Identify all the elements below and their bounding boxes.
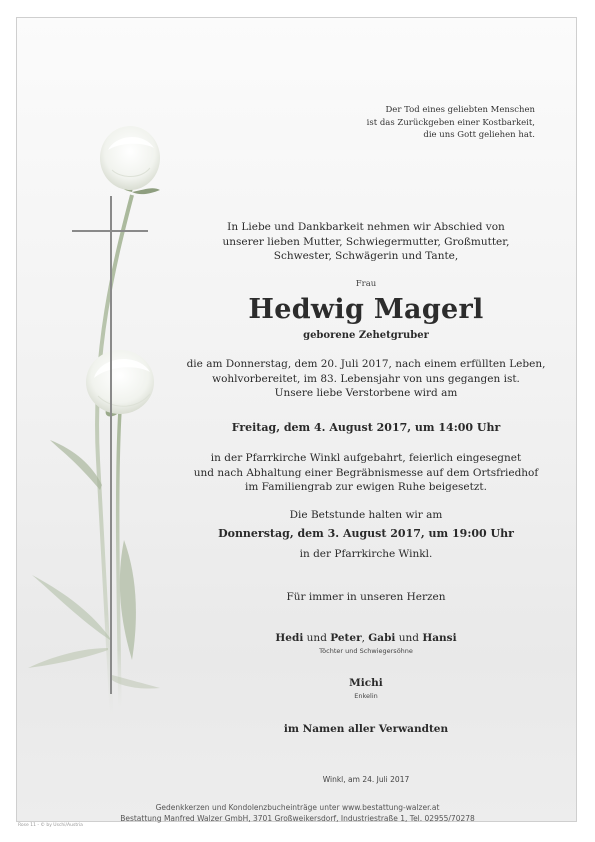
motto-line: die uns Gott geliehen hat.: [423, 130, 535, 140]
grandchild-role: Enkelin: [354, 691, 378, 700]
mourner-connector: und: [395, 632, 423, 644]
funeral-intro: Unsere liebe Verstorbene wird am: [274, 387, 458, 399]
motto-quote: [305, 104, 535, 142]
funeral-line: in der Pfarrkirche Winkl aufgebahrt, feierlich eingesegnet: [210, 452, 522, 464]
prayer-date: [176, 527, 556, 542]
place-date-text: Winkl, am 24. Juli 2017: [322, 775, 410, 784]
motto-line: ist das Zurückgeben einer Kostbarkeit,: [366, 117, 535, 128]
cross-horizontal-bar: [72, 230, 148, 232]
mourners-children: [176, 631, 556, 656]
mourner-name: Hedi: [275, 632, 304, 644]
prayer-place-text: in der Pfarrkirche Winkl.: [299, 548, 433, 560]
closing-line: [176, 590, 556, 605]
title-prefix: [176, 279, 556, 289]
funeral-date: [176, 421, 556, 436]
deceased-name: [176, 294, 556, 326]
title-prefix-text: Frau: [355, 279, 377, 289]
prayer-place: [176, 547, 556, 562]
death-notice: [176, 357, 556, 401]
mourners-grandchild: [176, 676, 556, 701]
footer-line: Bestattung Manfred Walzer GmbH, 3701 Großweikersdorf, Industriestraße 1, Tel. 02955/70278: [120, 814, 475, 823]
death-line: wohlvorbereitet, im 83. Lebensjahr von uns gegangen ist.: [212, 372, 520, 385]
relatives-text: im Namen aller Verwandten: [283, 723, 449, 735]
funeral-details: [176, 451, 556, 495]
footer-line: Gedenkkerzen und Kondolenzbucheinträge unter www.bestattung-walzer.at: [155, 803, 440, 812]
intro-line: unserer lieben Mutter, Schwiegermutter, Großmutter,: [222, 235, 510, 248]
intro-text: [176, 220, 556, 264]
footer: [0, 802, 595, 824]
birth-name-text: geborene Zehetgruber: [303, 330, 429, 341]
mourner-connector: und: [303, 632, 331, 644]
prayer-date-text: Donnerstag, dem 3. August 2017, um 19:00 Uhr: [218, 527, 514, 540]
closing-text: Für immer in unseren Herzen: [286, 591, 446, 603]
mourner-connector: ,: [361, 632, 369, 644]
funeral-date-text: Freitag, dem 4. August 2017, um 14:00 Uhr: [231, 421, 501, 434]
cross-vertical-bar: [110, 196, 112, 694]
motto-line: Der Tod eines geliebten Menschen: [385, 105, 535, 115]
death-line: die am Donnerstag, dem 20. Juli 2017, nach einem erfüllten Leben,: [186, 358, 546, 370]
prayer-notice: [176, 508, 556, 523]
prayer-intro: Die Betstunde halten wir am: [289, 509, 443, 521]
mourner-name: Hansi: [422, 632, 457, 644]
intro-line: In Liebe und Dankbarkeit nehmen wir Abschied von: [227, 221, 505, 233]
mourner-role: Töchter und Schwiegersöhne: [319, 646, 413, 655]
grandchild-name: Michi: [349, 677, 383, 689]
deceased-name-text: Hedwig Magerl: [248, 294, 484, 325]
intro-line: Schwester, Schwägerin und Tante,: [273, 250, 459, 262]
birth-name: [176, 329, 556, 344]
funeral-line: und nach Abhaltung einer Begräbnismesse auf dem Ortsfriedhof: [193, 466, 539, 479]
mourner-name: Gabi: [368, 632, 396, 644]
mourner-name: Peter: [330, 632, 362, 644]
relatives-line: [176, 722, 556, 737]
white-roses-image: [20, 120, 190, 760]
image-credit: Rose 11 - © by Uschi/Austria: [18, 823, 83, 828]
place-date: [176, 775, 556, 784]
funeral-line: im Familiengrab zur ewigen Ruhe beigesetzt.: [245, 481, 487, 493]
